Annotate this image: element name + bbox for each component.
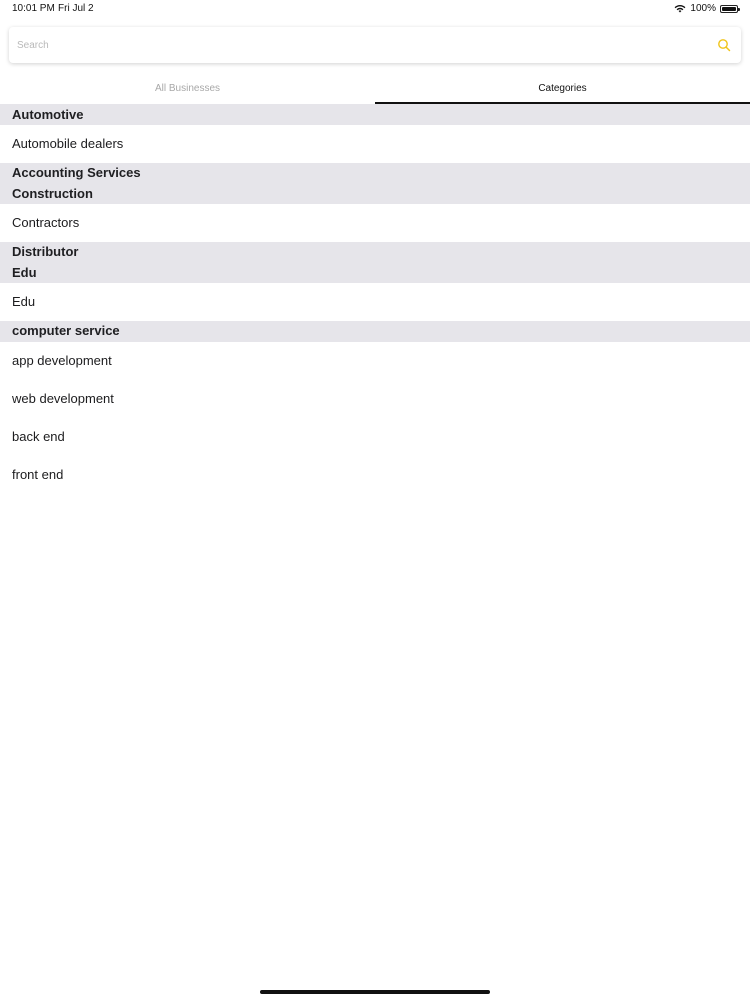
list-item[interactable]: app development	[0, 342, 750, 380]
section-header: Construction	[0, 184, 750, 205]
search-bar	[9, 27, 741, 63]
battery-percent: 100%	[690, 3, 716, 14]
battery-icon	[720, 5, 738, 13]
wifi-icon	[674, 4, 686, 13]
segmented-tabs	[0, 73, 750, 104]
list-item[interactable]: Contractors	[0, 204, 750, 242]
section-header: Accounting Services	[0, 163, 750, 184]
section-header: Automotive	[0, 104, 750, 125]
section-header: computer service	[0, 321, 750, 342]
list-item[interactable]: Edu	[0, 283, 750, 321]
tab-categories[interactable]: Categories	[375, 73, 750, 104]
search-input[interactable]	[9, 27, 699, 63]
category-list	[0, 104, 750, 494]
section-header: Edu	[0, 263, 750, 284]
list-item[interactable]: Automobile dealers	[0, 125, 750, 163]
tab-all-businesses[interactable]: All Businesses	[154, 83, 221, 94]
status-bar	[0, 0, 750, 18]
status-right	[674, 3, 738, 14]
home-indicator[interactable]	[260, 990, 490, 994]
search-icon[interactable]	[717, 38, 731, 52]
list-item[interactable]: back end	[0, 418, 750, 456]
section-header: Distributor	[0, 242, 750, 263]
status-time: 10:01 PM	[12, 3, 55, 14]
status-date: Fri Jul 2	[58, 3, 94, 14]
list-item[interactable]: web development	[0, 380, 750, 418]
list-item[interactable]: front end	[0, 456, 750, 494]
